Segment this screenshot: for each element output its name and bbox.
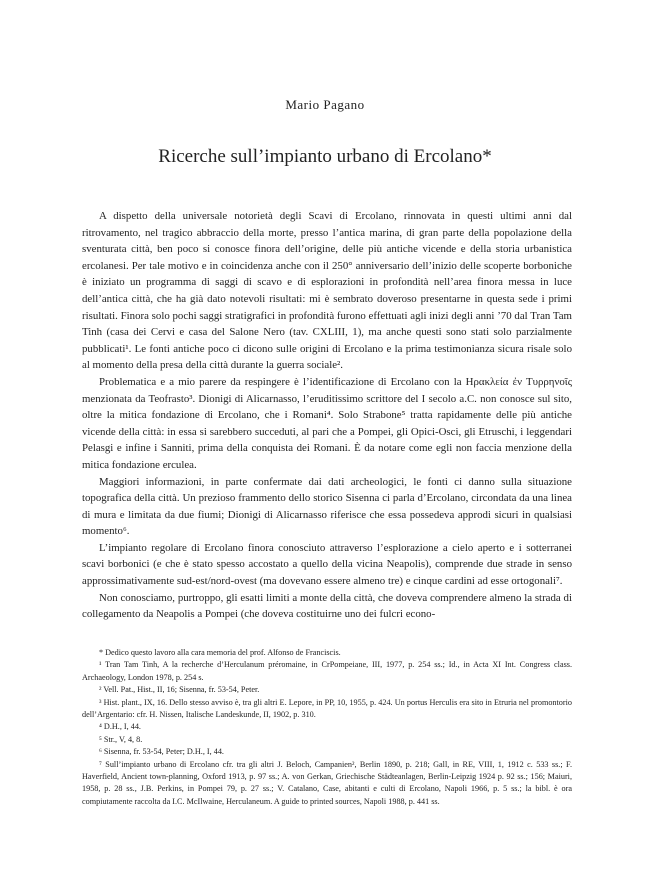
footnote: ³ Hist. plant., IX, 16. Dello stesso avviso è, tra gli altri E. Lepore, in PP, 10, 1955, p. 424. Un portus Herculis era sito in Etruria nel promontorio dell’Argentario: cfr. H. Nissen, Italische Landeskunde, II, 1902, p. 310. (82, 697, 572, 720)
footnote: ⁶ Sisenna, fr. 53-54, Peter; D.H., I, 44. (99, 747, 224, 757)
footnote: * Dedico questo lavoro alla cara memoria del prof. Alfonso de Franciscis. (99, 648, 341, 657)
paragraph: L’impianto regolare di Ercolano finora conosciuto attraverso l’esplorazione a cielo aperto e i sotterranei scavi borbonici (e che è stato spesso accostato a quello della vicina Neapolis), comprende due strade in senso approssimativamente sud-est/nord-ovest (ma dovevano essere almeno tre) e cinque cardini ad esse ortogonali⁷. (82, 541, 572, 588)
footnote: ⁵ Str., V, 4, 8. (99, 734, 143, 744)
author-name: Mario Pagano (285, 97, 365, 112)
paragraph: Non conosciamo, purtroppo, gli esatti limiti a monte della città, che doveva comprendere almeno la strada di collegamento da Neapolis a Pompei (che doveva costituirne uno dei fulcri econo- (82, 591, 572, 621)
paragraph: Problematica e a mio parere da respingere è l’identificazione di Ercolano con la Ηρακλεία ἐν Τυρρηνοῖς menzionata da Teofrasto³. Dionigi di Alicarnasso, l’eruditissimo scrittore del I secolo a.C. non conosce sul sito, oltre la mitica fondazione di Ercolano, che i Romani⁴. Solo Strabone⁵ tratta rapidamente delle più antiche vicende della città: in essa si sarebbero succeduti, al pari che a Pompei, gli Opici-Osci, gli Etruschi, i leggendari Pelasgi e infine i Sanniti, prima della conquista dei Romani. È da notare come egli non faccia menzione della mitica fondazione erculea. (82, 375, 572, 471)
paragraph: Maggiori informazioni, in parte confermate dai dati archeologici, le fonti ci danno sulla situazione topografica della città. Un prezioso frammento dello storico Sisenna ci parla d’Ercolano, circondata da una linea di mura e limitata da due fiumi; Dionigi di Alicarnasso riferisce che essa possedeva approdi sicuri in qualsiasi momento⁶. (82, 475, 572, 538)
footnotes (82, 647, 572, 808)
footnote: ⁴ D.H., I, 44. (99, 722, 141, 732)
article-title: Ricerche sull’impianto urbano di Ercolano* (158, 146, 492, 167)
paragraph: A dispetto della universale notorietà degli Scavi di Ercolano, rinnovata in questi ultimi anni dal ritrovamento, nel tragico abbraccio della morte, presso l’antica marina, di gran parte della popolazione della sventurata città, ben poco si conosce finora dell’origine, delle più antiche vicende e della storia urbanistica ercolanesi. Per tale motivo e in coincidenza anche con il 250° anniversario dell’inizio delle scoperte borboniche è iniziato un programma di saggi di scavo e di esplorazioni in profondità nell’area finora messa in luce dell’antica città, che ha già dato notevoli risultati: mi è sembrato doveroso presentarne in questa sede i primi risultati. Finora solo pochi saggi stratigrafici in profondità furono effettuati agli inizi degli anni ’70 dal Tran Tam Tinh (casa dei Cervi e casa del Salone Nero (tav. CXLIII, 1), ma anche questi sono stati solo parzialmente pubblicati¹. Le fonti antiche poco ci dicono sulle origini di Ercolano e la prima testimonianza sicura risale solo al momento della presa della città durante la guerra sociale². (82, 210, 572, 372)
footnote: ⁷ Sull’impianto urbano di Ercolano cfr. tra gli altri J. Beloch, Campanien², Berlin 1890, p. 218; Gall, in RE, VIII, 1, 1912 c. 533 ss.; F. Haverfield, Ancient town-planning, Oxford 1913, p. 97 ss.; A. von Gerkan, Griechische Städteanlagen, Berlin-Leipzig 1924 p. 92 ss.; 156; Maiuri, 1958, p. 28 ss., J.B. Perkins, in Pompei 79, p. 27 ss.; V. Catalano, Case, abitanti e culti di Ercolano, Napoli 1966, p. 5 ss.; la bibl. è ora compiutamente raccolta da I.C. McIlwaine, Herculaneum. A guide to printed sources, Napoli 1988, p. 441 ss. (82, 759, 572, 806)
article-body (82, 208, 572, 623)
footnote: ² Vell. Pat., Hist., II, 16; Sisenna, fr. 53-54, Peter. (99, 685, 260, 695)
footnote: ¹ Tran Tam Tinh, A la recherche d’Herculanum préromaine, in CrPompeiane, III, 1977, p. 254 ss.; Id., in Acta XI Int. Congress class. Archaeology, London 1978, p. 254 s. (82, 660, 572, 682)
